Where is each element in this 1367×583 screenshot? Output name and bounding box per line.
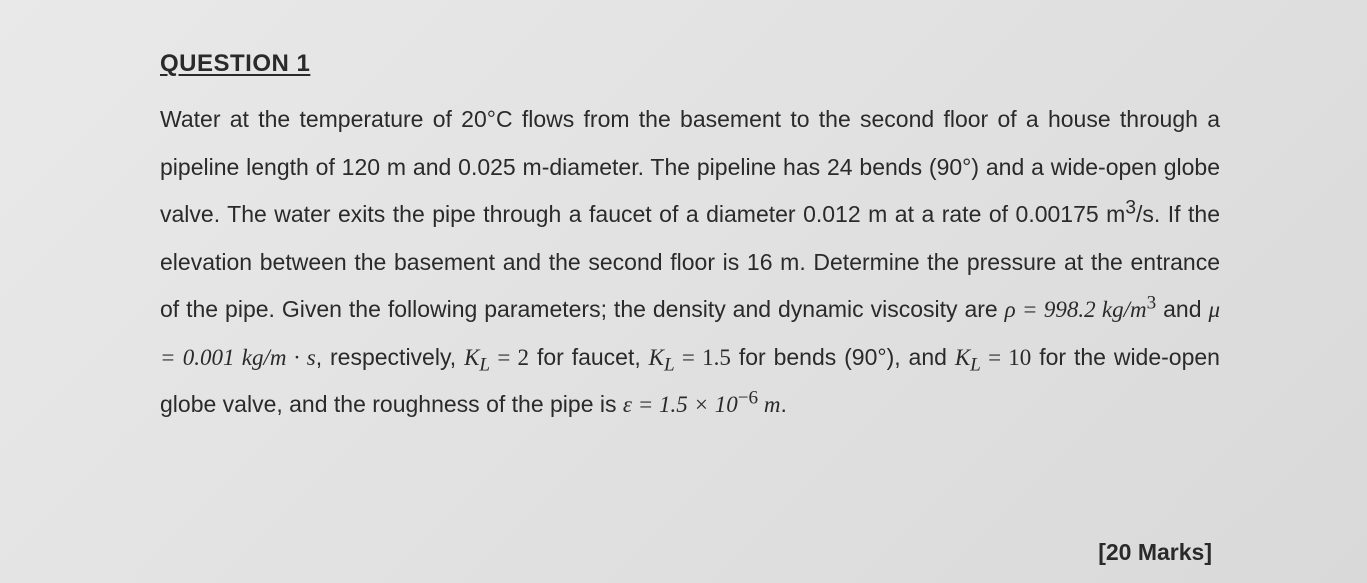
roughness-unit: m: [758, 392, 781, 417]
body-text-1: Water at the temperature of 20°C flows from the basement to the second floor of a house through a pipeline length of 120 m and 0.025 m-diameter. The pipeline has 24 bends (90°) and a wide-open globe valve. The water exits the pipe through a faucet of a diameter 0.012 m at a rate of 0.00175 m: [160, 106, 1220, 227]
roughness-equation: ε = 1.5 × 10: [622, 392, 738, 417]
bends-kl-subscript: L: [664, 354, 675, 376]
valve-kl-value: = 10: [980, 344, 1032, 370]
question-body: [160, 96, 1220, 429]
viscosity-equation: μ = 0.001 kg/m · s: [160, 297, 1220, 370]
faucet-kl-subscript: L: [479, 354, 491, 376]
question-page: [160, 50, 1220, 429]
body-text-3: , respectively,: [315, 343, 465, 370]
density-equation: ρ = 998.2 kg/m: [1004, 297, 1147, 322]
body-text-5: for bends (90°), and: [730, 343, 955, 370]
body-text-2: /s. If the elevation between the basement and the second floor is 16 m. Determine the pressure at the entrance of the pipe. Given the following parameters; the density and dynamic viscosity are: [160, 201, 1220, 322]
body-text-6: for the wide-open globe valve, and the roughness of the pipe is: [160, 343, 1220, 417]
bends-kl-value: = 1.5: [674, 344, 731, 370]
roughness-exponent: −6: [737, 387, 759, 409]
question-heading: QUESTION 1: [160, 50, 311, 77]
faucet-kl-symbol: K: [464, 344, 480, 370]
bends-kl-symbol: K: [648, 344, 665, 370]
valve-kl-symbol: K: [954, 344, 971, 370]
faucet-kl-value: = 2: [490, 344, 530, 370]
marks-label: [20 Marks]: [1098, 539, 1212, 565]
density-exponent: 3: [1146, 292, 1157, 314]
valve-kl-subscript: L: [970, 354, 981, 376]
and-text: and: [1156, 296, 1209, 322]
body-text-7: .: [780, 391, 787, 417]
flow-rate-exponent: 3: [1125, 197, 1136, 219]
body-text-4: for faucet,: [529, 343, 649, 370]
